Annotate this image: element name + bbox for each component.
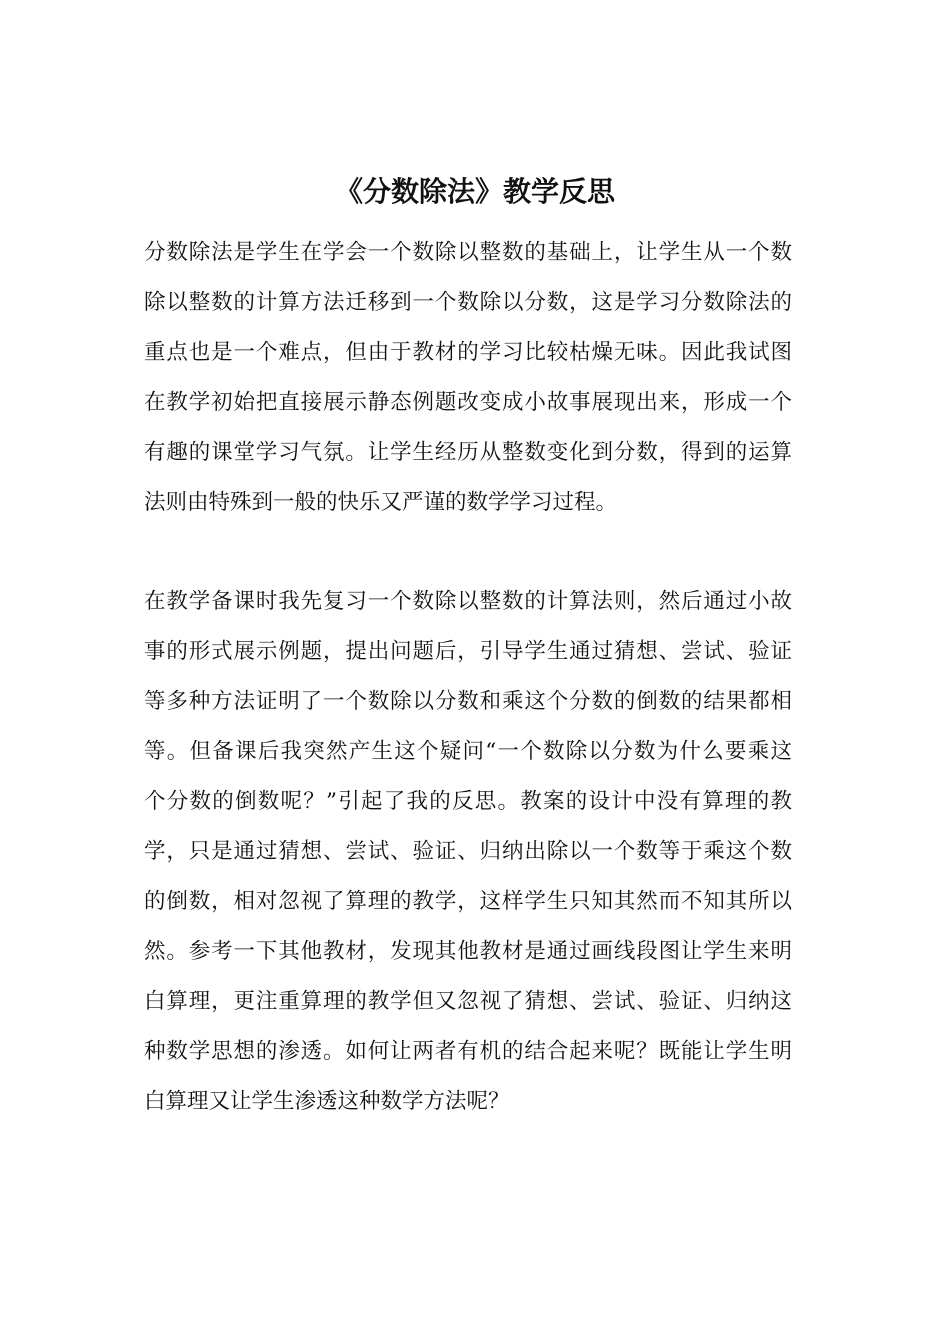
paragraph-line: 分数除法是学生在学会一个数除以整数的基础上，让学生从一个数 bbox=[144, 240, 792, 265]
document-title: 《分数除法》教学反思 bbox=[334, 175, 615, 208]
paragraph-2 bbox=[144, 577, 792, 1127]
paragraph-line: 种数学思想的渗透。如何让两者有机的结合起来呢？既能让学生明 bbox=[144, 1039, 792, 1064]
paragraph-line: 法则由特殊到一般的快乐又严谨的数学学习过程。 bbox=[144, 490, 618, 515]
paragraph-line: 然。参考一下其他教材，发现其他教材是通过画线段图让学生来明 bbox=[144, 939, 792, 964]
paragraph-line: 重点也是一个难点，但由于教材的学习比较枯燥无味。因此我试图 bbox=[144, 340, 792, 365]
paragraph-line: 在教学初始把直接展示静态例题改变成小故事展现出来，形成一个 bbox=[144, 390, 792, 415]
paragraph-line: 在教学备课时我先复习一个数除以整数的计算法则，然后通过小故 bbox=[144, 589, 792, 614]
paragraph-line: 白算理又让学生渗透这种数学方法呢？ bbox=[144, 1089, 510, 1114]
paragraph-line: 学，只是通过猜想、尝试、验证、归纳出除以一个数等于乘这个数 bbox=[144, 839, 792, 864]
paragraph-line: 白算理，更注重算理的教学但又忽视了猜想、尝试、验证、归纳这 bbox=[144, 989, 792, 1014]
paragraph-line: 个分数的倒数呢？”引起了我的反思。教案的设计中没有算理的教 bbox=[144, 789, 792, 814]
paragraph-line: 有趣的课堂学习气氛。让学生经历从整数变化到分数，得到的运算 bbox=[144, 440, 792, 465]
paragraph-line: 的倒数，相对忽视了算理的教学，这样学生只知其然而不知其所以 bbox=[144, 889, 792, 914]
paragraph-line: 事的形式展示例题，提出问题后，引导学生通过猜想、尝试、验证 bbox=[144, 639, 792, 664]
paragraph-1 bbox=[144, 228, 792, 528]
paragraph-line: 等多种方法证明了一个数除以分数和乘这个分数的倒数的结果都相 bbox=[144, 689, 792, 714]
paragraph-line: 等。但备课后我突然产生这个疑问“一个数除以分数为什么要乘这 bbox=[144, 739, 792, 764]
paragraph-line: 除以整数的计算方法迁移到一个数除以分数，这是学习分数除法的 bbox=[144, 290, 792, 315]
